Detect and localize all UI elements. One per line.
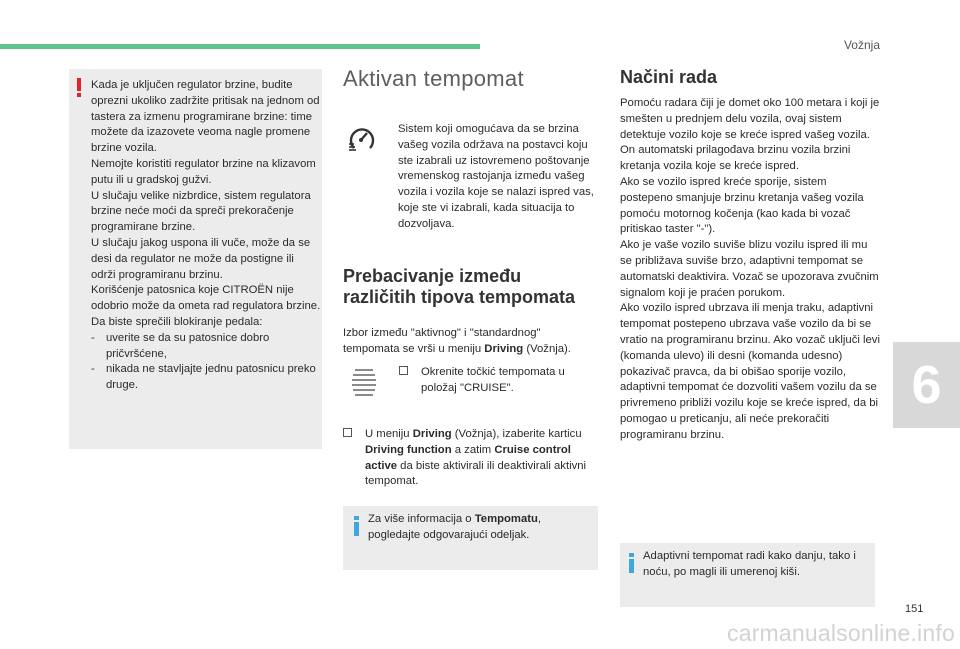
info-text-bold: Tempomatu (474, 513, 538, 525)
warning-paragraph: U slučaju velike nizbrdice, sistem regulatora brzine neće moći da spreči prekoračenje programirane brzine. (91, 189, 311, 234)
step-text (343, 427, 599, 490)
header-accent-bar (0, 44, 480, 49)
paragraph: Ako se vozilo ispred kreće sporije, sistem postepeno smanjuje brzinu kretanja vašeg vozila pomoću motornog kočenja (kao kada bi vozač pritiskao taster "-"). (620, 175, 864, 236)
prebacivanje-intro (343, 326, 598, 358)
adaptive-cruise-control-icon (346, 124, 376, 154)
step-text: Okrenite točkić tempomata u položaj "CRUISE". (421, 366, 565, 394)
aktivan-description: Sistem koji omogućava da se brzina vašeg vozila održava na postavci koju ste izabrali uz istovremeno poštovanje vremenskog rastojanja između vašeg vozila i vozila koje se nalazi ispred vas, koje ste vi izabrali, kada situacija to dozvoljava. (398, 123, 594, 230)
info-icon (629, 553, 634, 573)
checkbox-icon (343, 428, 352, 437)
paragraph: Pomoću radara čiji je domet oko 100 metara i koji je smešten u prednjem delu vozila, ovaj sistem detektuje vozilo koje se kreće ispred vašeg vozila. (620, 97, 880, 141)
paragraph: Ako vozilo ispred ubrzava ili menja traku, adaptivni tempomat postepeno ubrzava vaše vozilo da bi se vratio na programiranu brzinu. Ako vozač uključi levi (komanda ulevo) ili desni (komanda udesno) pokazivač pravca, da bi obišao sporije vozilo, adaptivni tempomat će dozvoliti vašem vozilu da se privremeno približi vozilu koje se kreće ispred, da bi pomogao u preticanju, ali neće prekoračiti programiranu brzinu. (620, 302, 880, 441)
warning-paragraph: Nemojte koristiti regulator brzine na klizavom putu ili u gradskoj gužvi. (91, 157, 316, 186)
step-text-part: da biste aktivirali ili deaktivirali aktivni tempomat. (365, 459, 587, 488)
list-item: - nikada ne stavljajte jednu patosnicu preko druge. (91, 362, 321, 394)
step-text-part: (Vožnja), izaberite karticu (451, 428, 582, 440)
cruise-wheel-icon (349, 366, 379, 398)
intro-text: (Vožnja). (523, 342, 571, 355)
warning-text (91, 78, 321, 394)
instruction-step (399, 365, 599, 397)
aktivan-tempomat-heading: Aktivan tempomat (343, 66, 524, 91)
warning-paragraph: Da biste sprečili blokiranje pedala: (91, 315, 263, 328)
prebacivanje-heading (343, 266, 575, 308)
info-text-part: Za više informacija o (368, 513, 475, 525)
nacini-rada-heading: Načini rada (620, 67, 718, 87)
section-title: Vožnja (843, 38, 880, 52)
warning-paragraph: Kada je uključen regulator brzine, budite oprezni ukoliko zadržite pritisak na jednom od tastera za izmenu programirane brzine: time možete da izazovete veoma nagle promene brzine vozila. (91, 79, 320, 155)
nacini-rada-text (620, 96, 882, 444)
warning-icon (77, 78, 81, 96)
step-text-part: a zatim (451, 443, 495, 456)
warning-list (91, 331, 321, 394)
page-number: 151 (905, 603, 924, 615)
instruction-step (343, 427, 599, 490)
step-text-part: U meniju (365, 428, 413, 440)
heading-line: različitih tipova tempomata (343, 287, 576, 307)
info-text (368, 512, 590, 544)
heading-line: Prebacivanje između (343, 266, 522, 286)
step-text-bold: Driving (412, 428, 452, 440)
chapter-tab (893, 342, 960, 428)
checkbox-icon (399, 366, 408, 375)
info-text-part: , pogledajte odgovarajući odeljak. (368, 513, 542, 541)
paragraph: On automatski prilagođava brzinu vozila brzini kretanja vozila koje se kreće ispred. (620, 144, 851, 173)
warning-paragraph: Korišćenje patosnica koje CITROËN nije odobrio može da ometa rad regulatora brzine. (91, 284, 321, 313)
intro-bold: Driving (484, 342, 524, 355)
watermark: carmanualsonline.info (727, 620, 955, 646)
intro-text: Izbor između "aktivnog" i "standardnog" tempomata se vrši u meniju (343, 327, 541, 355)
step-text-bold: Driving function (365, 443, 452, 456)
step-text-bold: Cruise control active (365, 443, 571, 472)
warning-paragraph: U slučaju jakog uspona ili vuče, može da se desi da regulator ne može da postigne ili održi programiranu brzinu. (91, 236, 311, 281)
info-text: Adaptivni tempomat radi kako danju, tako i noću, po magli ili umerenoj kiši. (643, 550, 856, 578)
list-item: - uverite se da su patosnice dobro pričvršćene, (91, 331, 321, 363)
info-icon (354, 516, 359, 536)
paragraph: Ako je vaše vozilo suviše blizu vozilu ispred ili mu se približava suviše brzo, adaptivni tempomat se automatski deaktivira. Vozač se upozorava zvučnim signalom koji je praćen porukom. (620, 239, 879, 299)
chapter-number: 6 (911, 355, 942, 415)
